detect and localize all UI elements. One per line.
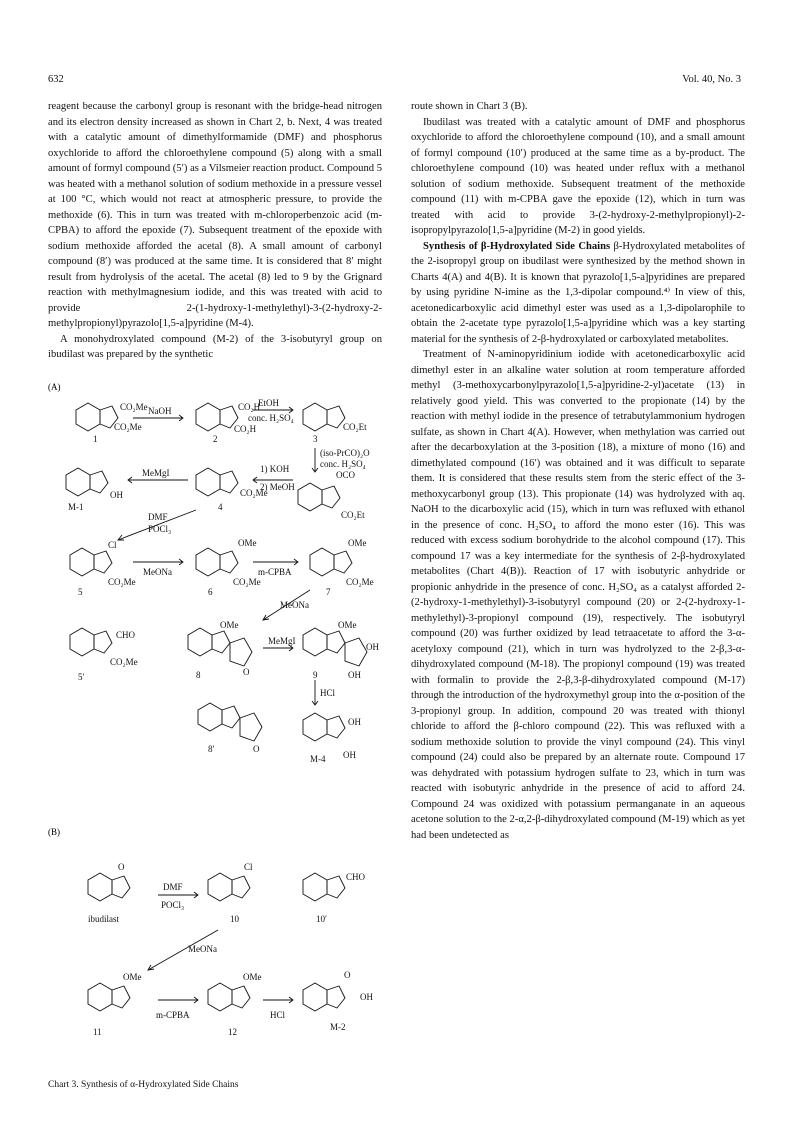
compound-4-label: 4	[218, 502, 223, 512]
substituent-label: CO₂H	[234, 424, 257, 434]
substituent-label: O	[243, 667, 250, 677]
compound-m1-label: M-1	[68, 502, 84, 512]
compound-3-label: 3	[313, 434, 318, 444]
section-paragraph	[411, 239, 745, 348]
panel-label-b: (B)	[48, 827, 60, 837]
reagent-label: MeMgI	[268, 636, 296, 646]
compound-2-label: 2	[213, 434, 218, 444]
substituent-label: CO₂Et	[343, 422, 367, 432]
reagent-label: conc. H₂SO₄	[320, 459, 366, 469]
substituent-label: O	[344, 970, 351, 980]
substituent-label: OH	[348, 717, 361, 727]
substituent-label: OH	[366, 642, 379, 652]
substituent-label: CO₂Me	[110, 657, 138, 667]
right-column	[411, 99, 745, 843]
substituent-label: O	[253, 744, 260, 754]
substituent-label: OH	[348, 670, 361, 680]
panel-label-a: (A)	[48, 382, 61, 392]
substituent-label: CO₂Me	[120, 402, 148, 412]
reagent-label: HCl	[270, 1010, 286, 1020]
substituent-label: OH	[343, 750, 356, 760]
compound-12-label: 12	[228, 1027, 237, 1037]
paragraph-text: β-Hydroxylated metabolites of the 2-isopropyl group on ibudilast were synthesized by the method shown in Charts 4(A) and 4(B). It is known that pyrazolo[1,5-a]pyridines are prepared by using pyridine N-imine as the 1,3-dipolar compound.⁴⁾ In view of this, acetonedicarboxylic acid dimethyl ester was used as a 1,3-dipolarophile to obtain the 2-acetate type pyrazolo[1,5-a]pyridine which was a key starting material for the synthesis of 2-β-hydroxylated or carboxylated metabolites.	[411, 240, 745, 345]
compound-9-label: 9	[313, 670, 318, 680]
substituent-label: Cl	[244, 862, 253, 872]
page-number: 632	[48, 74, 64, 85]
reagent-label: EtOH	[258, 398, 279, 408]
section-heading: Synthesis of β-Hydroxylated Side Chains	[423, 240, 611, 252]
reagent-label: 2) MeOH	[260, 482, 295, 492]
substituent-label: CO₂Me	[346, 577, 374, 587]
reagent-label: 1) KOH	[260, 464, 290, 474]
compound-8p-label: 8′	[208, 744, 215, 754]
paragraph: Treatment of N-aminopyridinium iodide with acetonedicarboxylic acid dimethyl ester in an alkaline water solution at room temperature afforded methyl (3-methoxycarbonylpyrazolo[1,5-a]pyridine-2-yl)acetate (13) in relatively good yield. This was converted to the propionate (14) by the reaction with methyl iodide in the presence of tetrabutylammonium hydrogen sulfate, as shown in Chart 4(A). However, when methylation was carried out after the decarboxylation at the 3-position (18), a mixture of mono (16) and dimethylated compound (16′) was obtained and it was difficult to separate them. It is considered that these results stem from the steric effect of the 3-methoxycarbonyl group (13). This propionate (14) was hydrolyzed with aq. NaOH to the dicarboxylic acid (15), which in turn was refluxed with ethanol in the presence of conc. H₂SO₄ to afford the mono ester (16). This was reduced with excess sodium borohydride to the alcohol compound (17). This compound 17 was a key intermediate for the synthesis of 2-β-hydroxylated metabolites (Chart 4(B)). Reaction of 17 with isobutyric anhydride or propionic anhydride in the presence of conc. H₂SO₄ as a catalyst afforded 2-(2-hydroxy-1-methylethyl)-3-isobutyryl compound (20) or 2-(2-hydroxy-1-methylethyl)-3-propionyl compound (19), respectively. The isobutyryl compound (20) was further oxidized by lead tetraacetate to afford the 3-α-acetyloxy compound (21), which in turn was hydrolyzed to the 2-β,3-α-dihydroxylated compound (M-18). The propionyl compound (19) was treated with formalin to provide the 2-β,3-β-dihydroxylated compound (M-17) through the introduction of the hydroxymethyl group into the α-position of the 3-propionyl group. In addition, compound 20 was treated with thionyl chloride to afford the β-chloro compound (22). This was refluxed with a sodium methoxide solution to provide the vinyl compound (24). This vinyl compound (24) could also be prepared by an alternate route. Compound 17 was dehydrated with potassium hydrogen sulfate to 23, which in turn was reacted with isobutyric anhydride in the presence of acid to afford 24. Compound 24 was oxidized with potassium permanganate in an aqueous acetone solution to the 2-α,2-β-dihydroxylated compound (M-19) which as yet had been undetected as	[411, 349, 745, 841]
substituent-label: OMe	[123, 972, 142, 982]
substituent-label: OMe	[348, 538, 367, 548]
compound-7-label: 7	[326, 587, 331, 597]
substituent-label: OMe	[238, 538, 257, 548]
substituent-label: CHO	[116, 630, 136, 640]
compound-6-label: 6	[208, 587, 213, 597]
reagent-label: POCl₃	[148, 524, 172, 534]
compound-5-label: 5	[78, 587, 83, 597]
reagent-label: DMF	[163, 882, 183, 892]
substituent-label: OH	[110, 490, 123, 500]
substituent-label: O	[118, 862, 125, 872]
substituent-label: OCO	[336, 470, 356, 480]
chart-3a-scheme	[48, 380, 382, 840]
substituent-label: CO₂Et	[341, 510, 365, 520]
substituent-label: CO₂H	[238, 402, 261, 412]
compound-ibudilast-label: ibudilast	[88, 914, 119, 924]
reagent-label: MeONa	[280, 600, 309, 610]
compound-1-label: 1	[93, 434, 98, 444]
substituent-label: CO₂Me	[114, 422, 142, 432]
paragraph: Ibudilast was treated with a catalytic amount of DMF and phosphorus oxychloride to afford the chloroethylene compound (10), and a small amount of formyl compound (10′) produced at the same time as a by-product. The chloroethylene compound (10) was heated under reflux with a methanol solution of sodium methoxide. Subsequent treatment of the methoxide compound (11) with m-CPBA gave the epoxide (12), which in turn was treated with acid to provide 3-(2-hydroxy-2-methylpropionyl)-2-isopropylpyrazolo[1,5-a]pyridine (M-2) in good yields.	[411, 116, 745, 236]
figure-caption: Chart 3. Synthesis of α-Hydroxylated Side Chains	[48, 1080, 239, 1090]
substituent-label: OMe	[338, 620, 357, 630]
reagent-label: MeONa	[143, 567, 172, 577]
substituent-label: Cl	[108, 540, 117, 550]
compound-11-label: 11	[93, 1027, 102, 1037]
substituent-label: OMe	[220, 620, 239, 630]
compound-10p-label: 10′	[316, 914, 327, 924]
chart-3b-scheme	[48, 860, 382, 1075]
compound-5p-label: 5′	[78, 672, 85, 682]
reagent-label: m-CPBA	[156, 1010, 190, 1020]
reagent-label: MeMgI	[142, 468, 170, 478]
reagent-label: (iso-PrCO)₂O	[320, 448, 370, 458]
reagent-label: MeONa	[188, 944, 217, 954]
substituent-label: CO₂Me	[108, 577, 136, 587]
paragraph: reagent because the carbonyl group is resonant with the bridge-head nitrogen and its electron density increased as shown in Chart 2, b. Next, 4 was treated with a catalytic amount of dimethylformamide (DMF) and phosphorus oxychloride to afford the chloroethylene compound (5) along with a small amount of formyl compound (5′) as a Vilsmeier reaction product. Compound 5 was heated with a methanol solution of sodium methoxide in a pressure vessel at 100 °C, which would not react at atmospheric pressure, to provide the methoxide (6). This in turn was treated with m-chloroperbenzoic acid (m-CPBA) to afford the epoxide (7). Subsequent treatment of the epoxide with sodium methoxide afforded the acetal (8). A small amount of carbonyl compound (8′) was produced at the same time. It is considered that 8′ might result from hydrolysis of the acetal. The acetal (8) led to 9 by the Grignard reaction with methylmagnesium iodide, and this was treated with acid to provide 2-(1-hydroxy-1-methylethyl)-3-(2-hydroxy-2-methylpropionyl)pyrazolo[1,5-a]pyridine (M-4).	[48, 101, 382, 329]
substituent-label: CO₂Me	[233, 577, 261, 587]
reagent-label: POCl₃	[161, 900, 185, 910]
compound-8-label: 8	[196, 670, 201, 680]
reagent-label: m-CPBA	[258, 567, 292, 577]
compound-m2-label: M-2	[330, 1022, 346, 1032]
substituent-label: CO₂Me	[240, 488, 268, 498]
journal-volume: Vol. 40, No. 3	[682, 74, 741, 85]
reagent-label: NaOH	[148, 406, 172, 416]
compound-m4-label: M-4	[310, 754, 326, 764]
substituent-label: OH	[360, 992, 373, 1002]
reagent-label: conc. H₂SO₄	[248, 413, 294, 423]
compound-10-label: 10	[230, 914, 239, 924]
paragraph: route shown in Chart 3 (B).	[411, 101, 528, 112]
substituent-label: CHO	[346, 872, 366, 882]
paragraph: A monohydroxylated compound (M-2) of the 3-isobutyryl group on ibudilast was prepared by the synthetic	[48, 333, 382, 360]
left-column	[48, 99, 382, 363]
reagent-label: HCl	[320, 688, 336, 698]
reagent-label: DMF	[148, 512, 168, 522]
substituent-label: OMe	[243, 972, 262, 982]
